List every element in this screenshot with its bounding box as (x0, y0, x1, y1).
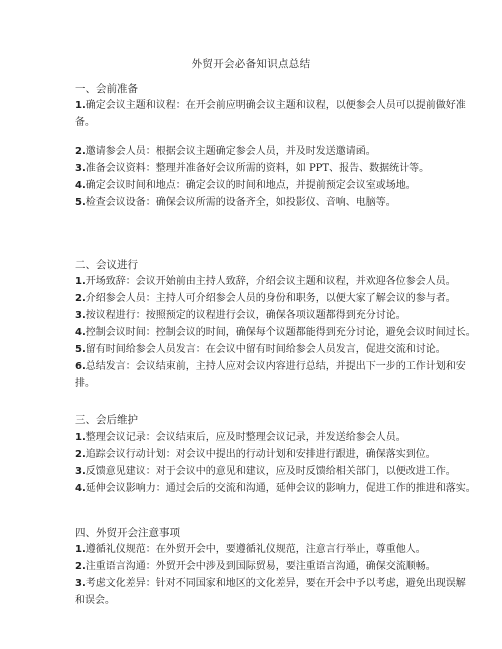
list-item-line (75, 541, 430, 558)
list-item-number: 1. (75, 100, 86, 111)
list-item-line (75, 194, 430, 211)
list-item-text: 反馈意见建议：对于会议中的意见和建议，应及时反馈给相关部门，以便改进工作。 (85, 466, 456, 477)
list-item (75, 307, 430, 324)
list-item-text: 总结发言：会议结束前，主持人应对会议内容进行总结，并提出下一步的工作计划和安 (85, 361, 466, 372)
section-heading: 四、外贸开会注意事项 (75, 527, 180, 539)
list-item-text: 确定会议时间和地点：确定会议的时间和地点，并提前预定会议室或场地。 (85, 180, 416, 191)
list-item (75, 324, 476, 341)
list-item-line (75, 160, 430, 177)
list-item-number: 3. (75, 578, 86, 589)
section-heading: 一、会前准备 (75, 83, 138, 95)
list-item-text: 留有时间给参会人员发言：在会议中留有时间给参会人员发言，促进交流和讨论。 (85, 344, 446, 355)
list-item (75, 429, 430, 446)
list-item (75, 575, 466, 609)
list-item-line (75, 480, 476, 497)
list-item-line (75, 143, 430, 160)
list-item-line (75, 97, 466, 114)
list-item-line (75, 273, 456, 290)
list-item (75, 290, 456, 307)
list-item-line (75, 358, 466, 375)
section-heading: 三、会后维护 (75, 414, 138, 426)
list-item-text: 备。 (75, 117, 95, 128)
list-item-line (75, 575, 466, 592)
list-item-number: 4. (75, 483, 86, 494)
list-item (75, 177, 430, 194)
list-item-number: 6. (75, 361, 86, 372)
list-item (75, 194, 430, 211)
list-item-line (75, 429, 430, 446)
list-item-text: 考虑文化差异：针对不同国家和地区的文化差异，要在开会中予以考虑，避免出现误解 (85, 578, 466, 589)
list-item-number: 1. (75, 432, 86, 443)
list-item-line (75, 463, 456, 480)
list-item-number: 1. (75, 544, 86, 555)
list-item-text: 准备会议资料：整理并准备好会议所需的资料，如 PPT、报告、数据统计等。 (85, 163, 430, 174)
list-item-number: 3. (75, 466, 86, 477)
list-item-text: 邀请参会人员：根据会议主题确定参会人员，并及时发送邀请函。 (85, 146, 376, 157)
list-item-text: 注重语言沟通：外贸开会中涉及到国际贸易，要注重语言沟通，确保交流顺畅。 (85, 561, 436, 572)
list-item-number: 3. (75, 310, 86, 321)
list-item-text: 确定会议主题和议程：在开会前应明确会议主题和议程，以便参会人员可以提前做好准 (85, 100, 466, 111)
list-item-text: 和误会。 (75, 595, 115, 606)
list-item-text: 控制会议时间：控制会议的时间，确保每个议题都能得到充分讨论，避免会议时间过长。 (85, 327, 476, 338)
list-item-number: 5. (75, 344, 86, 355)
list-item-text: 遵循礼仪规范：在外贸开会中，要遵循礼仪规范，注意言行举止，尊重他人。 (85, 544, 426, 555)
list-item (75, 541, 430, 558)
list-item-line (75, 290, 456, 307)
list-item (75, 480, 476, 497)
list-item-number: 4. (75, 180, 86, 191)
list-item-number: 3. (75, 163, 86, 174)
list-item (75, 97, 466, 131)
list-item-line (75, 341, 446, 358)
list-item (75, 358, 466, 392)
list-item-number: 2. (75, 146, 86, 157)
list-item-text: 排。 (75, 378, 95, 389)
list-item-line (75, 307, 430, 324)
section-heading: 二、会议进行 (75, 259, 138, 271)
list-item-number: 2. (75, 293, 86, 304)
list-item-number: 2. (75, 449, 86, 460)
list-item-line (75, 177, 430, 194)
list-item-text: 检查会议设备：确保会议所需的设备齐全，如投影仪、音响、电脑等。 (85, 197, 396, 208)
list-item-text: 整理会议记录：会议结束后，应及时整理会议记录，并发送给参会人员。 (85, 432, 406, 443)
list-item-text: 开场致辞：会议开始前由主持人致辞，介绍会议主题和议程，并欢迎各位参会人员。 (85, 276, 456, 287)
list-item-line (75, 114, 430, 131)
list-item-text: 追踪会议行动计划：对会议中提出的行动计划和安排进行跟进，确保落实到位。 (85, 449, 436, 460)
list-item (75, 273, 456, 290)
list-item-line (75, 375, 430, 392)
list-item (75, 341, 446, 358)
list-item-number: 2. (75, 561, 86, 572)
list-item (75, 160, 430, 177)
list-item-number: 1. (75, 276, 86, 287)
list-item-line (75, 558, 436, 575)
list-item-number: 5. (75, 197, 86, 208)
list-item (75, 446, 436, 463)
list-item-text: 延伸会议影响力：通过会后的交流和沟通，延伸会议的影响力，促进工作的推进和落实。 (85, 483, 476, 494)
list-item (75, 463, 456, 480)
document-title: 外贸开会必备知识点总结 (191, 58, 311, 70)
list-item-number: 4. (75, 327, 86, 338)
list-item-line (75, 446, 436, 463)
list-item (75, 143, 430, 160)
list-item-text: 介绍参会人员：主持人可介绍参会人员的身份和职务，以便大家了解会议的参与者。 (85, 293, 456, 304)
list-item-line (75, 592, 430, 609)
list-item-line (75, 324, 476, 341)
list-item-text: 按议程进行：按照预定的议程进行会议，确保各项议题都得到充分讨论。 (85, 310, 406, 321)
list-item (75, 558, 436, 575)
